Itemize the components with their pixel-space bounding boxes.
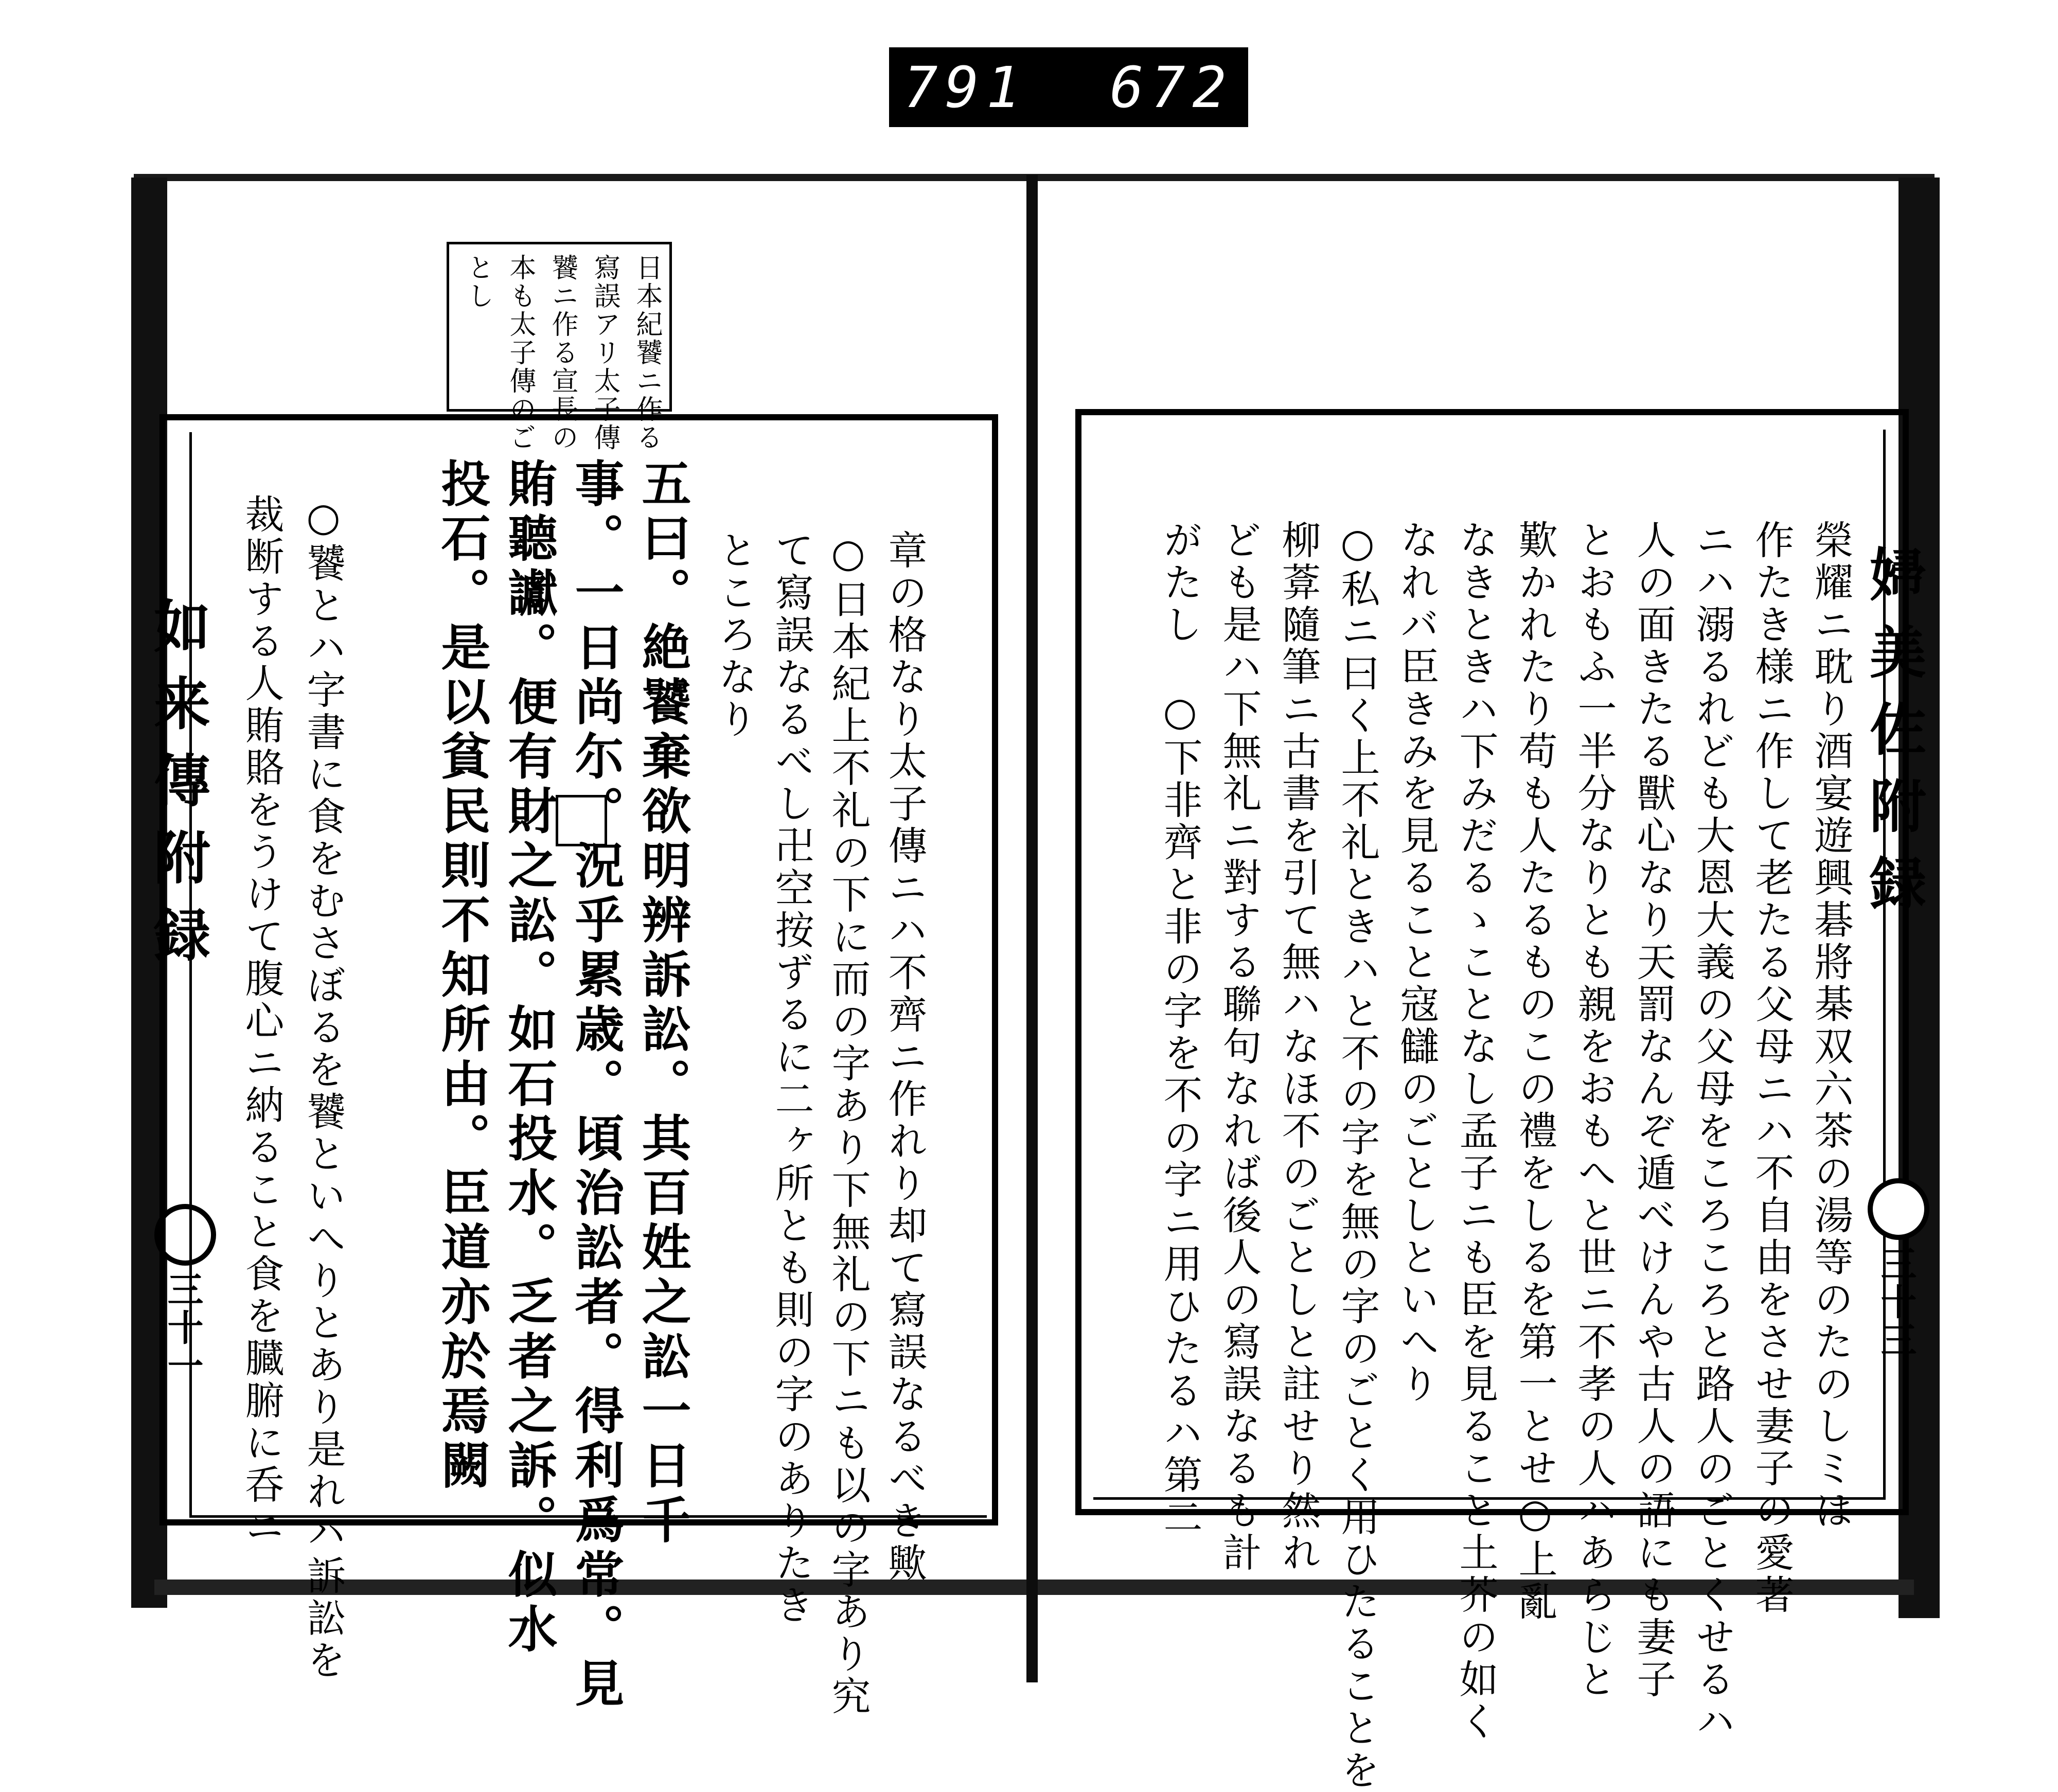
note-line-5: とし [463, 254, 493, 310]
note-line-3: 饕ニ作る宣長の [547, 254, 578, 452]
left-text-column-1: 章の格なり太子傳ニハ不齊ニ作れり却て寫誤なるべき歟 [882, 530, 928, 1585]
right-text-column-1: 榮耀ニ耽り酒宴遊興碁將棊双六茶の湯等のたのしミは [1808, 520, 1854, 1532]
call-number-right: 672 [1110, 54, 1234, 120]
left-gloss-column-2: 裁断する人賄賂をうけて腹心ニ納ること食を臓腑に呑ニ [239, 494, 285, 1549]
left-folio-number: 三十一 [162, 1271, 204, 1385]
call-number-label [889, 47, 1248, 127]
annotation-note-box [447, 242, 672, 452]
right-text-column-12: がたし ○下非齊と非の字を不の字ニ用ひたるハ第二 [1157, 520, 1203, 1539]
right-text-column-7: なきときハ下みだるゝことなし孟子ニも臣を見ること土芥の如く [1453, 520, 1499, 1743]
right-text-column-10: 柳葊隨筆ニ古書を引て無ハなほ不のごとしと註せり然れ [1275, 520, 1321, 1574]
right-text-column-4: 人の面きたる獸心なり天罰なんぞ遁べけんや古人の語にも妻子 [1630, 520, 1676, 1701]
left-text-column-4: ところなり [712, 530, 758, 741]
right-text-column-5: とおもふ一半分なりとも親をおもへと世ニ不孝の人ハあらじと [1571, 520, 1617, 1701]
left-text-column-3: て寫誤なるべし卍空按ずるに二ヶ所とも則の字のありたき [769, 530, 814, 1627]
right-folio-circle [1868, 1178, 1929, 1240]
right-text-column-6: 歎かれたり苟も人たるものこの禮をしるを第一とせ○上亂 [1512, 520, 1558, 1623]
left-margin-title: 如来傳附録 [145, 597, 211, 983]
left-gloss-column-1: ○饕とハ字書に食をむさぼるを饕といへりとあり是れハ訴訟を [300, 494, 346, 1682]
kanbun-column-2: 事。一日尚尓。況乎累歳。頃治訟者。得利爲常。見 [567, 458, 625, 1712]
call-number-left: 791 [903, 54, 1027, 120]
right-text-column-2: 作たき様ニ作して老たる父母ニハ不自由をさせ妻子の愛著 [1749, 520, 1795, 1617]
note-line-1: 日本紀饕ニ作る [631, 254, 662, 452]
kanbun-column-3: 賄聽讞。便有財之訟。如石投水。乏者之訴。似水 [500, 458, 558, 1658]
boxed-character-marker [556, 795, 607, 846]
kanbun-column-1: 五曰。絶饕棄欲明辨訴訟。其百姓之訟一日千 [634, 458, 692, 1549]
right-folio-number: 三十三 [1875, 1245, 1918, 1359]
note-line-2: 寫誤アリ太子傳 [589, 254, 620, 452]
right-text-column-8: なれバ臣きみを見ること寇讎のごとしといへり [1394, 520, 1440, 1406]
note-line-4: 本も太子傳のご [505, 254, 536, 452]
right-text-column-3: ニハ溺るれども大恩大義の父母をころころと路人のごとくせるハ [1690, 520, 1735, 1743]
left-text-column-2: ○日本紀上不礼の下に而の字あり下無礼の下ニも以の字あり究 [825, 530, 871, 1718]
right-margin-title: 婦美佐附録 [1860, 545, 1927, 931]
kanbun-column-4: 投石。是以貧民則不知所由。臣道亦於焉闕 [433, 458, 491, 1494]
right-text-column-9: ○私ニ曰く上不礼ときハと不の字を無の字のごとく用ひたることを [1335, 520, 1380, 1792]
right-text-column-11: ども是ハ下無礼ニ對する聯句なれば後人の寫誤なるも計 [1216, 520, 1262, 1574]
